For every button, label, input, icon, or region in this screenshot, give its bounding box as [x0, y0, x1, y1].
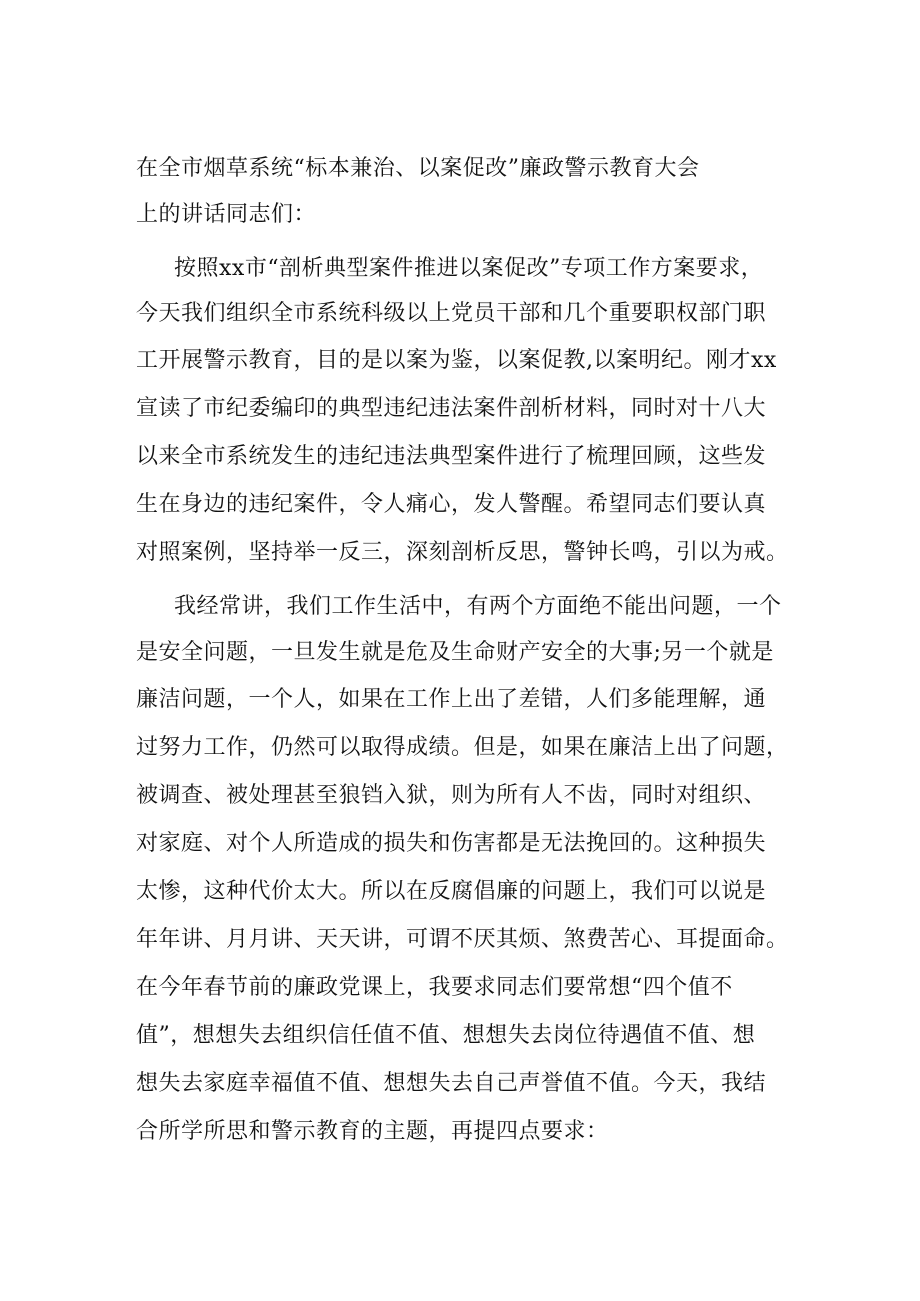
paragraph-1-line-3: 工开展警示教育，目的是以案为鉴，以案促教,以案明纪。刚才xx — [136, 348, 777, 373]
paragraph-1-line-5: 以来全市系统发生的违纪违法典型案件进行了梳理回顾，这些发 — [136, 444, 767, 469]
paragraph-1-line-7: 对照案例，坚持举一反三，深刻剖析反思，警钟长鸣，引以为戒。 — [136, 540, 789, 565]
paragraph-1-line-6: 生在身边的违纪案件，令人痛心，发人警醒。希望同志们要认真 — [136, 492, 767, 517]
paragraph-2-line-7: 太惨，这种代价太大。所以在反腐倡廉的问题上，我们可以说是 — [136, 879, 767, 904]
paragraph-1-line-2: 今天我们组织全市系统科级以上党员干部和几个重要职权部门职 — [136, 301, 767, 326]
title-line-2: 上的讲话同志们： — [136, 202, 317, 227]
paragraph-1-line-4: 宣读了市纪委编印的典型违纪违法案件剖析材料，同时对十八大 — [136, 396, 767, 421]
paragraph-2-line-6: 对家庭、对个人所造成的损失和伤害都是无法挽回的。这种损失 — [136, 831, 767, 856]
paragraph-1-line-1: 按照xx市“剖析典型案件推进以案促改”专项工作方案要求， — [174, 256, 764, 281]
paragraph-2-line-1: 我经常讲，我们工作生活中，有两个方面绝不能出问题，一个 — [174, 594, 782, 619]
paragraph-2-line-12: 合所学所思和警示教育的主题，再提四点要求： — [136, 1119, 609, 1144]
paragraph-2-line-2: 是安全问题，一旦发生就是危及生命财产安全的大事;另一个就是 — [136, 640, 774, 665]
paragraph-2-line-3: 廉洁问题，一个人，如果在工作上出了差错，人们多能理解，通 — [136, 687, 767, 712]
paragraph-2-line-5: 被调查、被处理甚至狼铛入狱，则为所有人不齿，同时对组织、 — [136, 783, 767, 808]
title-line-1: 在全市烟草系统“标本兼治、以案促改”廉政警示教育大会 — [136, 156, 700, 181]
paragraph-2-line-9: 在今年春节前的廉政党课上，我要求同志们要常想“四个值不 — [136, 975, 733, 1000]
paragraph-2-line-10: 值”，想想失去组织信任值不值、想想失去岗位待遇值不值、想 — [136, 1023, 756, 1048]
paragraph-2-line-4: 过努力工作，仍然可以取得成绩。但是，如果在廉洁上出了问题， — [136, 735, 789, 760]
paragraph-2-line-11: 想失去家庭幸福值不值、想想失去自己声誉值不值。今天，我结 — [136, 1071, 767, 1096]
paragraph-2-line-8: 年年讲、月月讲、天天讲，可谓不厌其烦、煞费苦心、耳提面命。 — [136, 927, 789, 952]
